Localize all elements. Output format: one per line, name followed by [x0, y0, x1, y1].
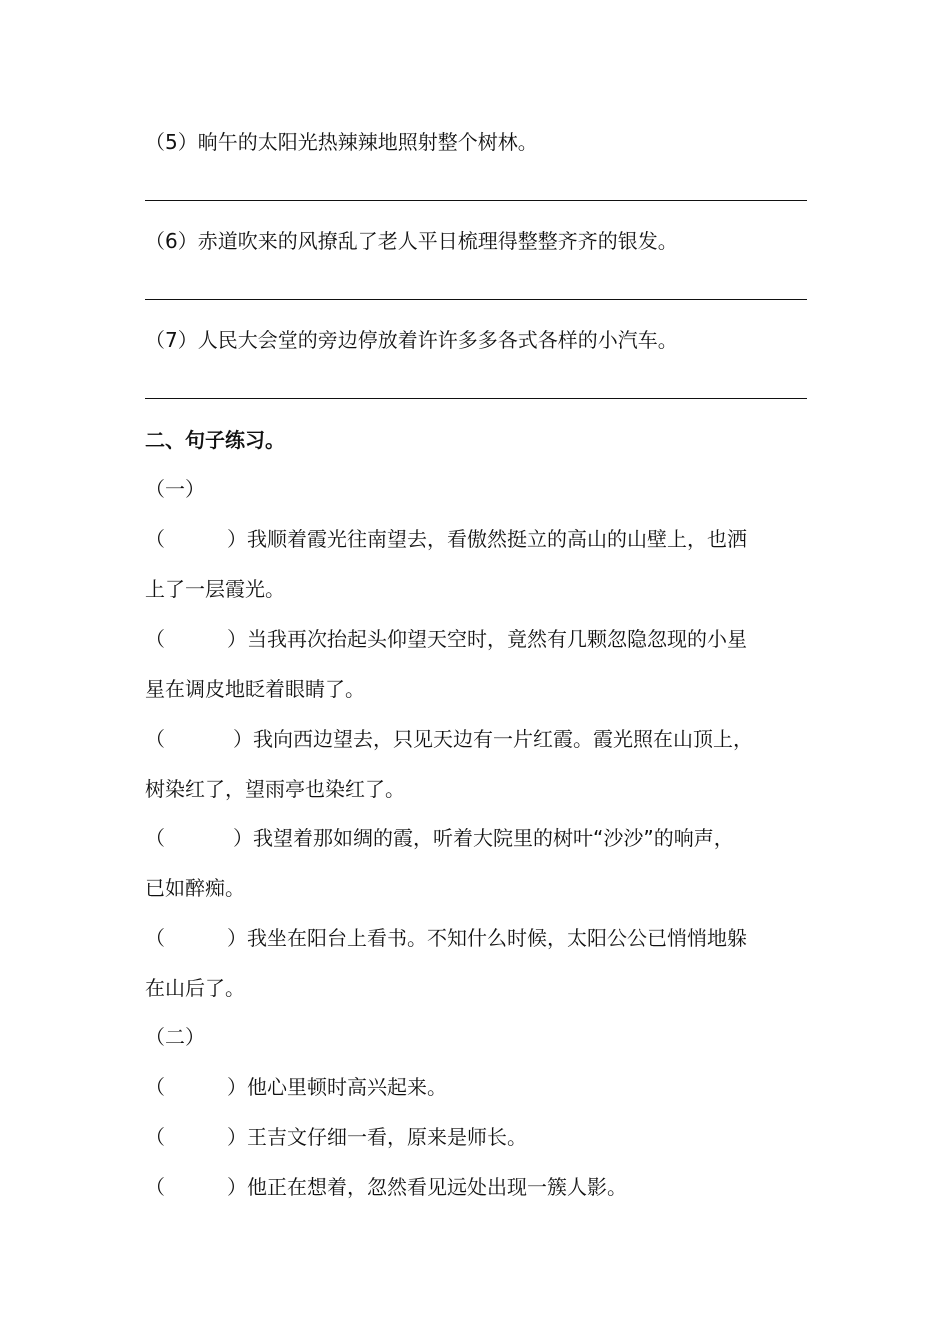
close-paren: ）: [227, 627, 247, 651]
answer-line-7[interactable]: [145, 398, 807, 399]
open-paren: （: [145, 1075, 165, 1099]
group-one-sentence-2-continued: 星在调皮地眨着眼睛了。: [145, 677, 365, 701]
exercise-item-7: （7）人民大会堂的旁边停放着许许多多各式各样的小汽车。: [145, 328, 678, 352]
exercise-item-5: （5）晌午的太阳光热辣辣地照射整个树林。: [145, 130, 538, 154]
sentence-text: 我坐在阳台上看书。不知什么时候，太阳公公已悄悄地躲: [247, 926, 747, 950]
close-paren: ）: [233, 826, 253, 850]
sentence-text: 我顺着霞光往南望去，看傲然挺立的高山的山壁上，也洒: [247, 527, 747, 551]
group-one-sentence-1: [145, 527, 747, 551]
close-paren: ）: [227, 926, 247, 950]
open-paren: （: [145, 826, 165, 850]
sentence-text: 我望着那如绸的霞，听着大院里的树叶“沙沙”的响声，: [253, 826, 734, 850]
close-paren: ）: [227, 1125, 247, 1149]
group-one-sentence-5-continued: 在山后了。: [145, 976, 245, 1000]
answer-line-5[interactable]: [145, 200, 807, 201]
close-paren: ）: [227, 527, 247, 551]
sentence-text: 我向西边望去，只见天边有一片红霞。霞光照在山顶上，: [253, 727, 753, 751]
close-paren: ）: [227, 1175, 247, 1199]
exercise-item-6: （6）赤道吹来的风撩乱了老人平日梳理得整整齐齐的银发。: [145, 229, 678, 253]
group-two-label: （二）: [145, 1025, 205, 1049]
group-one-sentence-3-continued: 树染红了，望雨亭也染红了。: [145, 777, 405, 801]
group-one-sentence-2: [145, 627, 747, 651]
group-two-sentence-3: [145, 1175, 627, 1199]
sentence-text: 当我再次抬起头仰望天空时，竟然有几颗忽隐忽现的小星: [247, 627, 747, 651]
open-paren: （: [145, 1125, 165, 1149]
sentence-text: 王吉文仔细一看，原来是师长。: [247, 1125, 527, 1149]
group-one-label: （一）: [145, 477, 205, 501]
close-paren: ）: [233, 727, 253, 751]
open-paren: （: [145, 627, 165, 651]
group-two-sentence-1: [145, 1075, 447, 1099]
sentence-text: 他心里顿时高兴起来。: [247, 1075, 447, 1099]
group-two-sentence-2: [145, 1125, 527, 1149]
section-title: 二、句子练习。: [145, 428, 285, 452]
open-paren: （: [145, 926, 165, 950]
answer-line-6[interactable]: [145, 299, 807, 300]
open-paren: （: [145, 1175, 165, 1199]
close-paren: ）: [227, 1075, 247, 1099]
group-one-sentence-4: [145, 826, 734, 850]
group-one-sentence-4-continued: 已如醉痴。: [145, 876, 245, 900]
group-one-sentence-3: [145, 727, 753, 751]
open-paren: （: [145, 527, 165, 551]
open-paren: （: [145, 727, 165, 751]
sentence-text: 他正在想着，忽然看见远处出现一簇人影。: [247, 1175, 627, 1199]
group-one-sentence-1-continued: 上了一层霞光。: [145, 577, 285, 601]
group-one-sentence-5: [145, 926, 747, 950]
